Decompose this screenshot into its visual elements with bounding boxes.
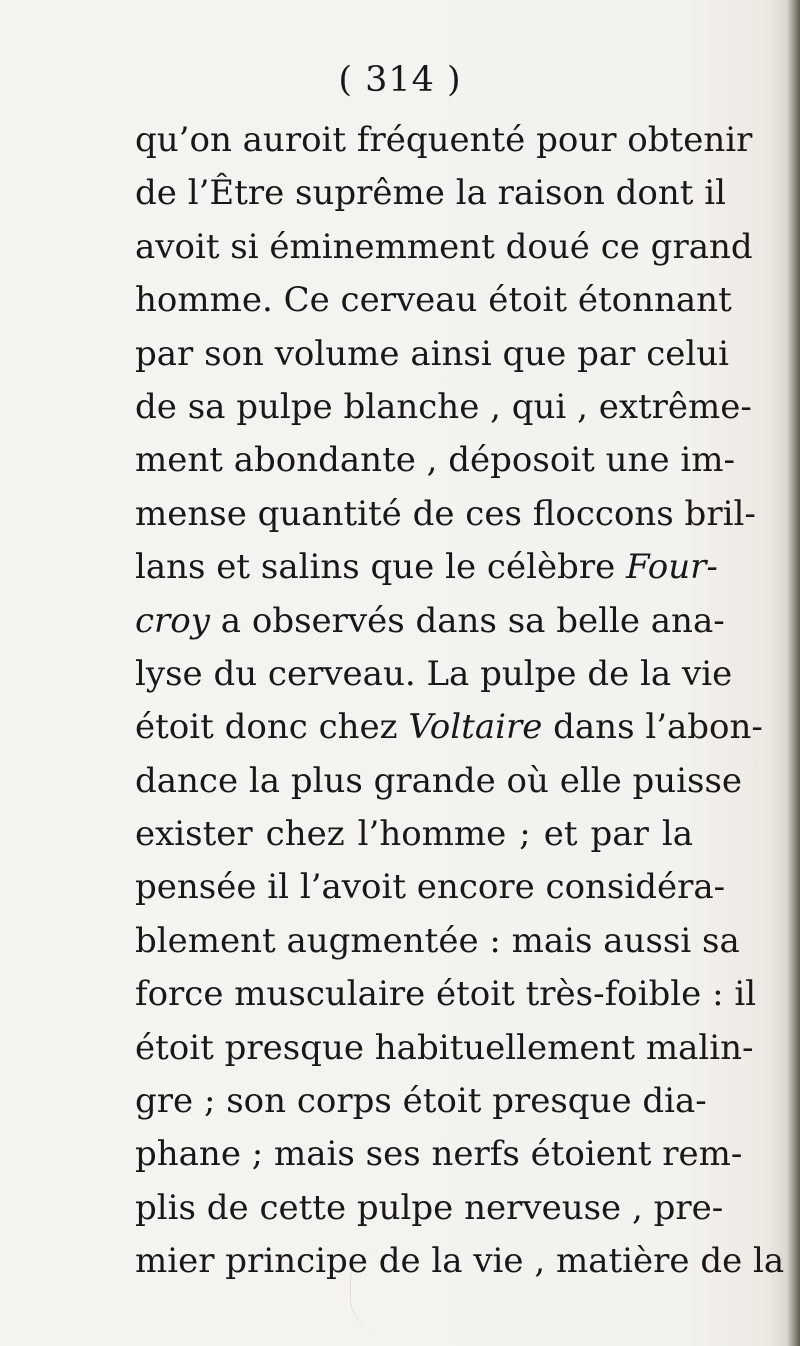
italic-name-voltaire: Voltaire <box>408 707 543 748</box>
italic-name-fourcroy-part1: Four- <box>626 547 718 588</box>
text-line-19: gre ; son corps étoit presque dia- <box>135 1081 707 1122</box>
italic-name-fourcroy-part2: croy <box>135 600 210 641</box>
text-line-3: avoit si éminemment doué ce grand <box>135 226 753 267</box>
text-line-7: ment abondante , déposoit une im- <box>135 440 735 481</box>
text-line-10-roman: a observés dans sa belle ana- <box>209 600 725 641</box>
page-edge <box>786 0 800 1346</box>
text-line-13: dance la plus grande où elle puisse <box>135 760 743 801</box>
text-line-15: pensée il l’avoit encore considéra- <box>135 867 726 908</box>
text-line-12-rest: dans l’abon- <box>542 707 763 748</box>
paper-smudge <box>350 1250 411 1330</box>
text-line-12-roman: étoit donc chez <box>135 707 409 748</box>
text-line-8: mense quantité de ces floccons bril- <box>135 493 756 534</box>
text-line-17: force musculaire étoit très-foible : il <box>135 974 757 1015</box>
text-line-22: mier principe de la vie , matière de la <box>135 1241 785 1282</box>
text-line-11: lyse du cerveau. La pulpe de la vie <box>135 653 733 694</box>
page-number: ( 314 ) <box>338 60 462 100</box>
text-line-14: exister chez l’homme ; et par la <box>135 814 693 855</box>
text-line-4: homme. Ce cerveau étoit étonnant <box>135 280 732 321</box>
text-line-12 <box>135 701 763 754</box>
text-line-1: qu’on auroit fréquenté pour obtenir <box>135 120 753 160</box>
text-line-16: blement augmentée : mais aussi sa <box>135 920 740 961</box>
text-line-20: phane ; mais ses nerfs étoient rem- <box>135 1134 743 1175</box>
text-line-18: étoit presque habituellement malin- <box>135 1027 754 1068</box>
text-line-10 <box>135 595 725 648</box>
text-line-9 <box>135 541 718 594</box>
text-line-21: plis de cette pulpe nerveuse , pre- <box>135 1187 724 1228</box>
text-line-6: de sa pulpe blanche , qui , extrême- <box>135 386 752 427</box>
text-line-9-roman: lans et salins que le célèbre <box>135 547 627 588</box>
text-line-2: de l’Être suprême la raison dont il <box>135 173 727 214</box>
text-line-5: par son volume ainsi que par celui <box>135 333 730 374</box>
body-text <box>135 114 785 1289</box>
